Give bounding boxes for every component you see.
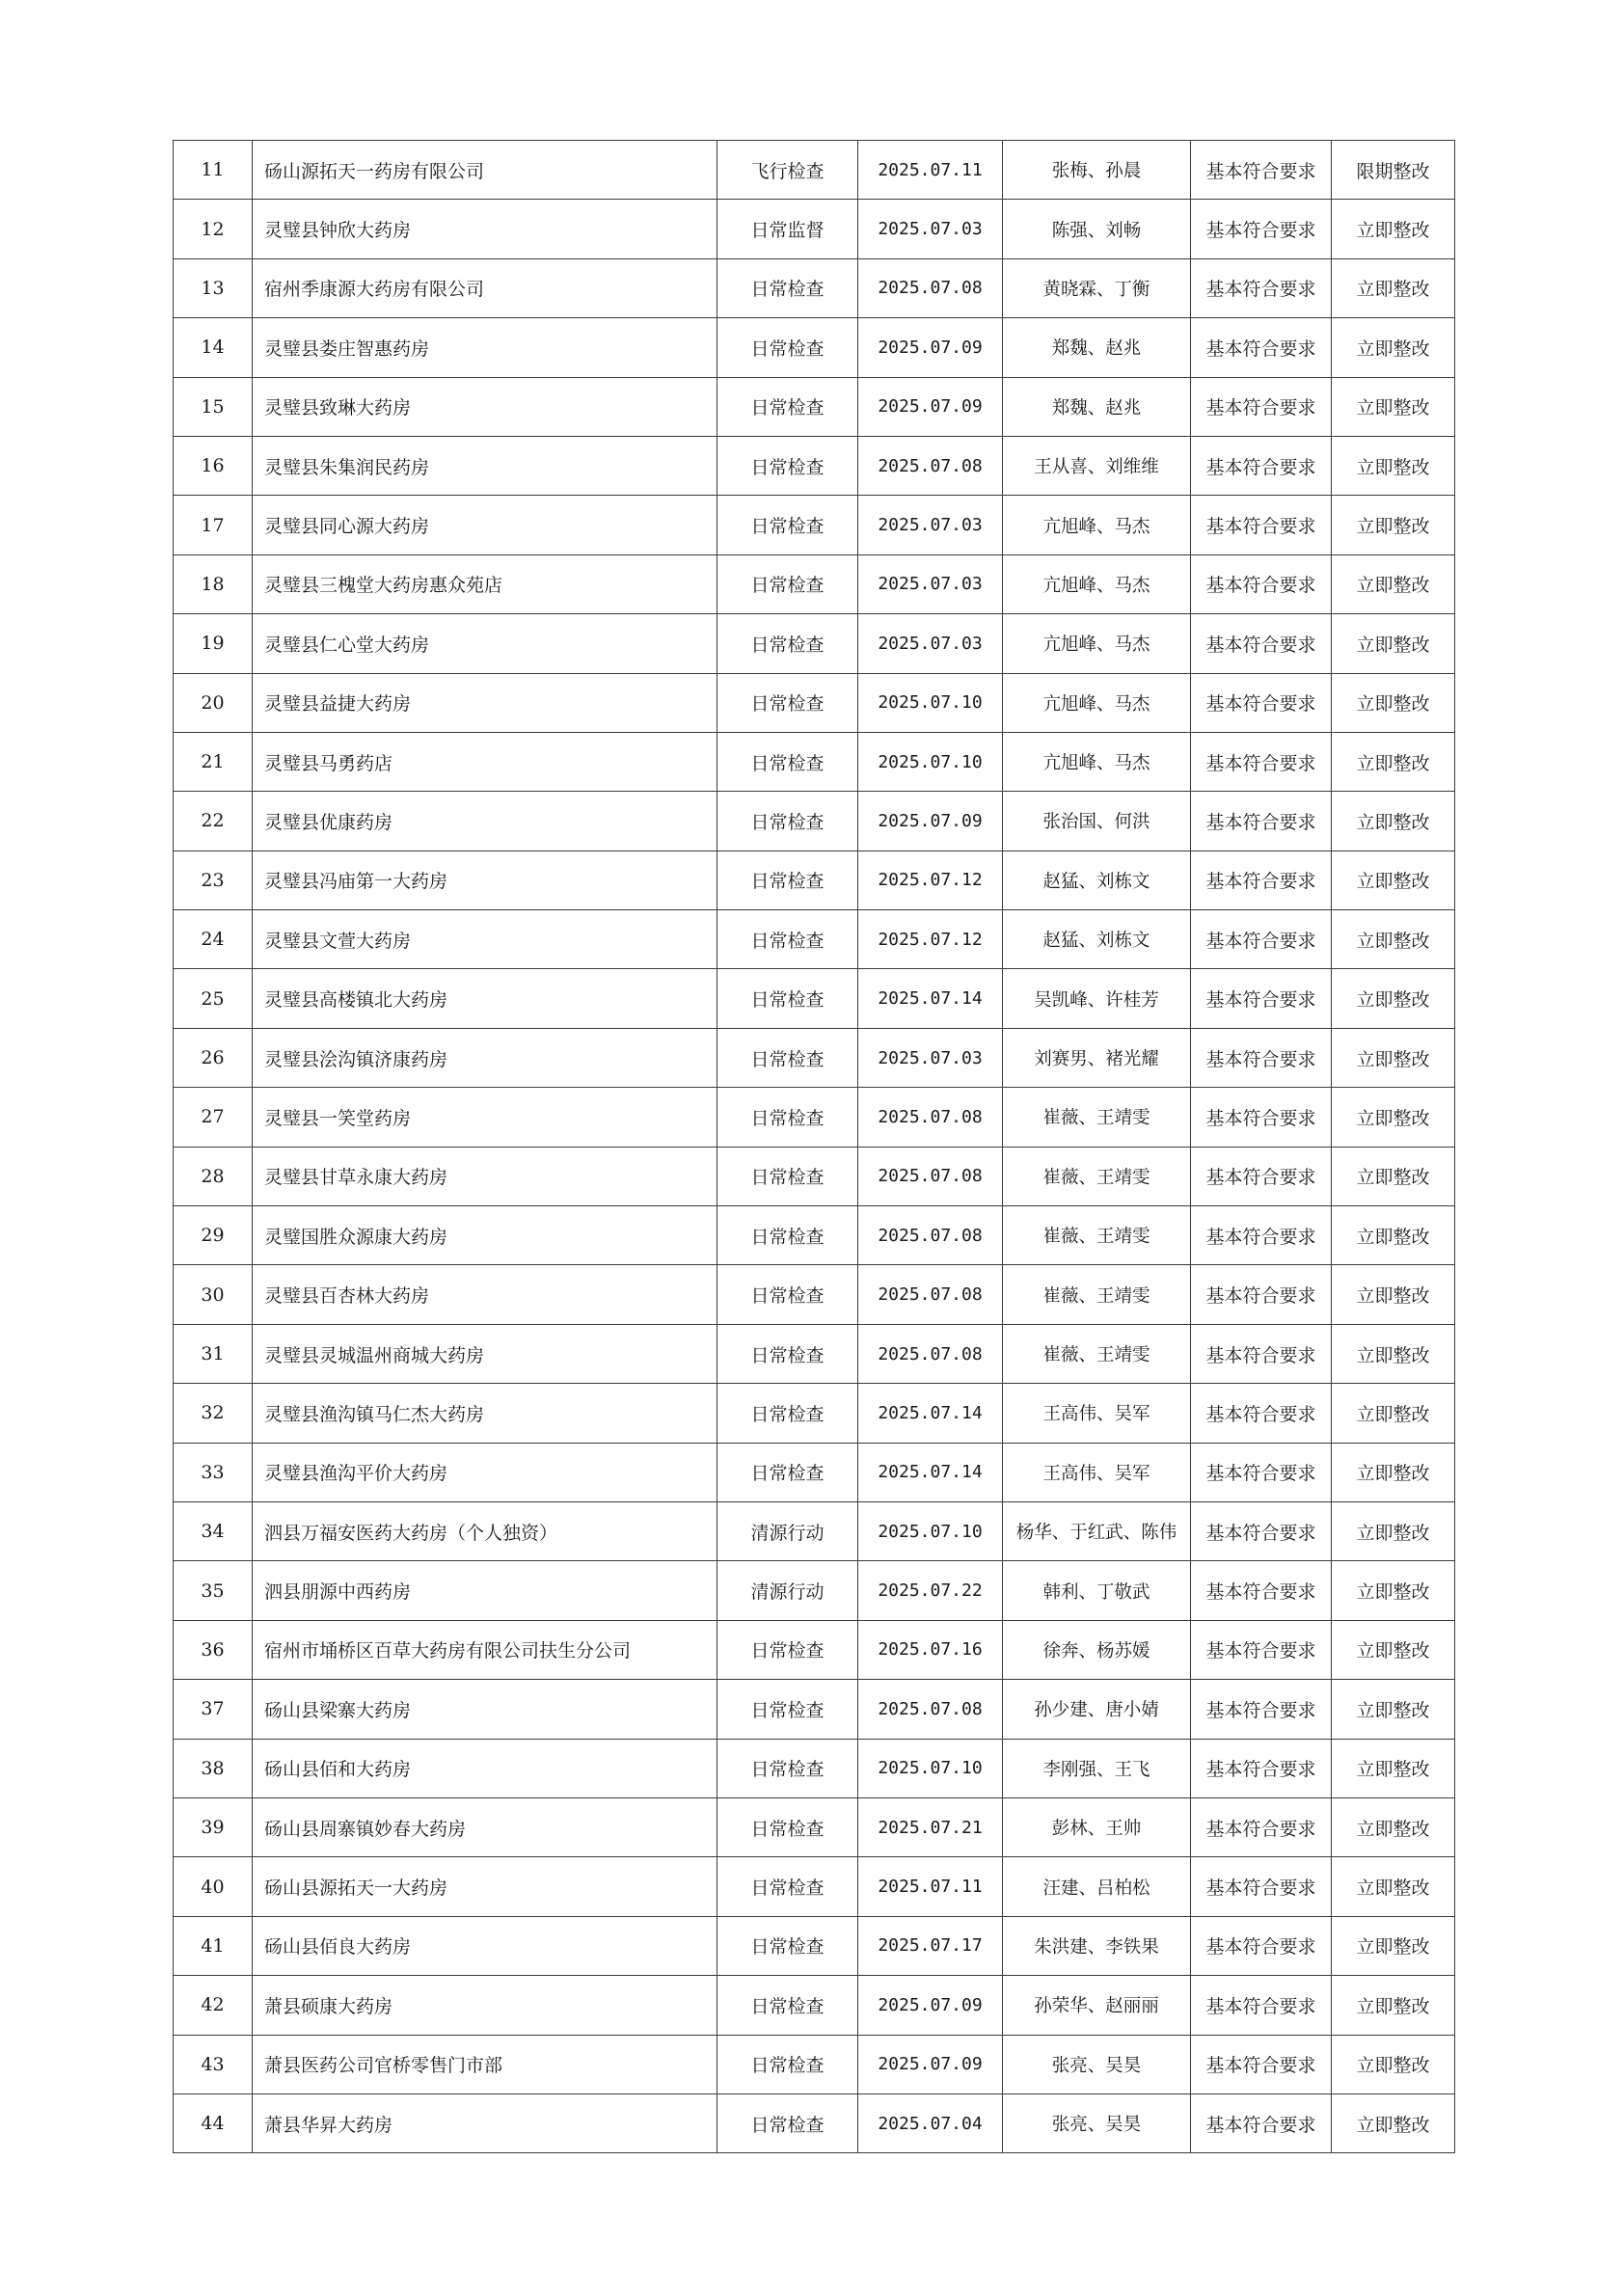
inspection-result-cell: 基本符合要求 bbox=[1191, 318, 1332, 377]
pharmacy-name-cell: 灵璧县灵城温州商城大药房 bbox=[253, 1324, 717, 1383]
inspection-date-cell: 2025.07.10 bbox=[858, 1739, 1003, 1797]
table-row bbox=[174, 258, 1455, 317]
inspection-date-cell: 2025.07.03 bbox=[858, 200, 1003, 258]
inspection-type-cell: 日常检查 bbox=[717, 554, 858, 613]
row-number-cell: 21 bbox=[174, 732, 253, 791]
rectification-action-cell: 立即整改 bbox=[1332, 792, 1455, 851]
inspection-date-cell: 2025.07.09 bbox=[858, 318, 1003, 377]
table-row bbox=[174, 1916, 1455, 1975]
inspection-result-cell: 基本符合要求 bbox=[1191, 1739, 1332, 1797]
row-number-cell: 19 bbox=[174, 614, 253, 673]
table-row bbox=[174, 1561, 1455, 1620]
inspectors-cell: 韩利、丁敬武 bbox=[1003, 1561, 1191, 1620]
inspection-date-cell: 2025.07.16 bbox=[858, 1620, 1003, 1679]
pharmacy-name-cell: 灵璧县渔沟镇马仁杰大药房 bbox=[253, 1384, 717, 1443]
table-row bbox=[174, 1443, 1455, 1501]
row-number-cell: 16 bbox=[174, 436, 253, 495]
rectification-action-cell: 立即整改 bbox=[1332, 1561, 1455, 1620]
inspection-result-cell: 基本符合要求 bbox=[1191, 1443, 1332, 1501]
inspectors-cell: 黄晓霖、丁衡 bbox=[1003, 258, 1191, 317]
table-row bbox=[174, 436, 1455, 495]
pharmacy-name-cell: 泗县万福安医药大药房（个人独资） bbox=[253, 1501, 717, 1560]
inspection-date-cell: 2025.07.03 bbox=[858, 1028, 1003, 1087]
pharmacy-name-cell: 灵璧县浍沟镇济康药房 bbox=[253, 1028, 717, 1087]
row-number-cell: 12 bbox=[174, 200, 253, 258]
inspection-type-cell: 日常检查 bbox=[717, 673, 858, 732]
inspection-type-cell: 日常检查 bbox=[717, 258, 858, 317]
inspectors-cell: 徐奔、杨苏媛 bbox=[1003, 1620, 1191, 1679]
table-row bbox=[174, 200, 1455, 258]
inspection-type-cell: 日常检查 bbox=[717, 1620, 858, 1679]
pharmacy-name-cell: 灵璧县益捷大药房 bbox=[253, 673, 717, 732]
row-number-cell: 40 bbox=[174, 1857, 253, 1916]
table-row bbox=[174, 969, 1455, 1028]
pharmacy-name-cell: 灵璧县甘草永康大药房 bbox=[253, 1147, 717, 1205]
inspection-result-cell: 基本符合要求 bbox=[1191, 1265, 1332, 1324]
pharmacy-name-cell: 砀山源拓天一药房有限公司 bbox=[253, 141, 717, 200]
inspectors-cell: 张治国、何洪 bbox=[1003, 792, 1191, 851]
inspection-type-cell: 日常检查 bbox=[717, 732, 858, 791]
inspection-type-cell: 日常检查 bbox=[717, 1324, 858, 1383]
table-row bbox=[174, 1206, 1455, 1265]
rectification-action-cell: 立即整改 bbox=[1332, 1739, 1455, 1797]
pharmacy-name-cell: 泗县朋源中西药房 bbox=[253, 1561, 717, 1620]
inspection-date-cell: 2025.07.12 bbox=[858, 851, 1003, 909]
rectification-action-cell: 立即整改 bbox=[1332, 614, 1455, 673]
row-number-cell: 38 bbox=[174, 1739, 253, 1797]
table-row bbox=[174, 1797, 1455, 1856]
row-number-cell: 42 bbox=[174, 1976, 253, 2035]
inspection-result-cell: 基本符合要求 bbox=[1191, 969, 1332, 1028]
rectification-action-cell: 立即整改 bbox=[1332, 318, 1455, 377]
inspection-date-cell: 2025.07.14 bbox=[858, 969, 1003, 1028]
rectification-action-cell: 立即整改 bbox=[1332, 1680, 1455, 1739]
inspection-result-cell: 基本符合要求 bbox=[1191, 910, 1332, 969]
inspection-date-cell: 2025.07.08 bbox=[858, 258, 1003, 317]
rectification-action-cell: 立即整改 bbox=[1332, 200, 1455, 258]
inspection-result-cell: 基本符合要求 bbox=[1191, 436, 1332, 495]
rectification-action-cell: 立即整改 bbox=[1332, 1620, 1455, 1679]
rectification-action-cell: 立即整改 bbox=[1332, 732, 1455, 791]
inspection-date-cell: 2025.07.08 bbox=[858, 1206, 1003, 1265]
row-number-cell: 26 bbox=[174, 1028, 253, 1087]
inspectors-cell: 崔薇、王靖雯 bbox=[1003, 1324, 1191, 1383]
inspection-type-cell: 日常监督 bbox=[717, 200, 858, 258]
row-number-cell: 44 bbox=[174, 2093, 253, 2152]
row-number-cell: 31 bbox=[174, 1324, 253, 1383]
inspectors-cell: 郑魏、赵兆 bbox=[1003, 377, 1191, 436]
inspectors-cell: 孙少建、唐小婧 bbox=[1003, 1680, 1191, 1739]
row-number-cell: 28 bbox=[174, 1147, 253, 1205]
inspection-type-cell: 日常检查 bbox=[717, 436, 858, 495]
inspection-type-cell: 日常检查 bbox=[717, 1443, 858, 1501]
rectification-action-cell: 立即整改 bbox=[1332, 436, 1455, 495]
inspection-date-cell: 2025.07.21 bbox=[858, 1797, 1003, 1856]
inspection-result-cell: 基本符合要求 bbox=[1191, 258, 1332, 317]
table-row bbox=[174, 1324, 1455, 1383]
inspection-type-cell: 日常检查 bbox=[717, 1680, 858, 1739]
pharmacy-name-cell: 砀山县周寨镇妙春大药房 bbox=[253, 1797, 717, 1856]
inspection-type-cell: 日常检查 bbox=[717, 969, 858, 1028]
pharmacy-name-cell: 萧县华昇大药房 bbox=[253, 2093, 717, 2152]
pharmacy-name-cell: 灵璧县文萱大药房 bbox=[253, 910, 717, 969]
table-row bbox=[174, 377, 1455, 436]
table-row bbox=[174, 1147, 1455, 1205]
inspection-type-cell: 日常检查 bbox=[717, 1265, 858, 1324]
table-row bbox=[174, 1976, 1455, 2035]
inspection-result-cell: 基本符合要求 bbox=[1191, 1797, 1332, 1856]
inspectors-cell: 彭林、王帅 bbox=[1003, 1797, 1191, 1856]
rectification-action-cell: 立即整改 bbox=[1332, 2035, 1455, 2093]
inspection-result-cell: 基本符合要求 bbox=[1191, 554, 1332, 613]
inspection-result-cell: 基本符合要求 bbox=[1191, 141, 1332, 200]
rectification-action-cell: 立即整改 bbox=[1332, 2093, 1455, 2152]
inspection-result-cell: 基本符合要求 bbox=[1191, 1561, 1332, 1620]
table-row bbox=[174, 1501, 1455, 1560]
inspection-type-cell: 日常检查 bbox=[717, 2093, 858, 2152]
pharmacy-name-cell: 灵璧县渔沟平价大药房 bbox=[253, 1443, 717, 1501]
inspection-result-cell: 基本符合要求 bbox=[1191, 1088, 1332, 1147]
rectification-action-cell: 限期整改 bbox=[1332, 141, 1455, 200]
rectification-action-cell: 立即整改 bbox=[1332, 1147, 1455, 1205]
rectification-action-cell: 立即整改 bbox=[1332, 1206, 1455, 1265]
rectification-action-cell: 立即整改 bbox=[1332, 1501, 1455, 1560]
inspection-date-cell: 2025.07.03 bbox=[858, 496, 1003, 554]
rectification-action-cell: 立即整改 bbox=[1332, 673, 1455, 732]
inspectors-cell: 崔薇、王靖雯 bbox=[1003, 1088, 1191, 1147]
table-body bbox=[174, 141, 1455, 2153]
table-row bbox=[174, 554, 1455, 613]
inspection-type-cell: 清源行动 bbox=[717, 1501, 858, 1560]
rectification-action-cell: 立即整改 bbox=[1332, 377, 1455, 436]
inspectors-cell: 崔薇、王靖雯 bbox=[1003, 1206, 1191, 1265]
pharmacy-name-cell: 萧县硕康大药房 bbox=[253, 1976, 717, 2035]
row-number-cell: 35 bbox=[174, 1561, 253, 1620]
pharmacy-name-cell: 宿州市埇桥区百草大药房有限公司扶生分公司 bbox=[253, 1620, 717, 1679]
inspection-date-cell: 2025.07.08 bbox=[858, 1088, 1003, 1147]
row-number-cell: 11 bbox=[174, 141, 253, 200]
inspectors-cell: 朱洪建、李铁果 bbox=[1003, 1916, 1191, 1975]
rectification-action-cell: 立即整改 bbox=[1332, 258, 1455, 317]
inspection-date-cell: 2025.07.04 bbox=[858, 2093, 1003, 2152]
inspection-result-cell: 基本符合要求 bbox=[1191, 200, 1332, 258]
pharmacy-name-cell: 灵璧县朱集润民药房 bbox=[253, 436, 717, 495]
row-number-cell: 34 bbox=[174, 1501, 253, 1560]
row-number-cell: 25 bbox=[174, 969, 253, 1028]
inspection-type-cell: 日常检查 bbox=[717, 318, 858, 377]
rectification-action-cell: 立即整改 bbox=[1332, 1916, 1455, 1975]
table-row bbox=[174, 910, 1455, 969]
inspection-date-cell: 2025.07.17 bbox=[858, 1916, 1003, 1975]
inspection-type-cell: 日常检查 bbox=[717, 1384, 858, 1443]
inspection-date-cell: 2025.07.10 bbox=[858, 732, 1003, 791]
inspection-date-cell: 2025.07.08 bbox=[858, 1265, 1003, 1324]
table-row bbox=[174, 1680, 1455, 1739]
inspection-date-cell: 2025.07.22 bbox=[858, 1561, 1003, 1620]
table-row bbox=[174, 496, 1455, 554]
inspection-type-cell: 日常检查 bbox=[717, 910, 858, 969]
inspection-result-cell: 基本符合要求 bbox=[1191, 732, 1332, 791]
inspection-result-cell: 基本符合要求 bbox=[1191, 792, 1332, 851]
row-number-cell: 37 bbox=[174, 1680, 253, 1739]
inspection-type-cell: 清源行动 bbox=[717, 1561, 858, 1620]
inspection-result-cell: 基本符合要求 bbox=[1191, 1501, 1332, 1560]
inspection-result-cell: 基本符合要求 bbox=[1191, 1916, 1332, 1975]
row-number-cell: 43 bbox=[174, 2035, 253, 2093]
inspection-date-cell: 2025.07.03 bbox=[858, 554, 1003, 613]
row-number-cell: 36 bbox=[174, 1620, 253, 1679]
inspection-date-cell: 2025.07.10 bbox=[858, 1501, 1003, 1560]
pharmacy-name-cell: 宿州季康源大药房有限公司 bbox=[253, 258, 717, 317]
table-row bbox=[174, 614, 1455, 673]
row-number-cell: 14 bbox=[174, 318, 253, 377]
inspectors-cell: 张亮、吴昊 bbox=[1003, 2035, 1191, 2093]
inspection-type-cell: 日常检查 bbox=[717, 792, 858, 851]
table-row bbox=[174, 1620, 1455, 1679]
inspection-result-cell: 基本符合要求 bbox=[1191, 2035, 1332, 2093]
table-row bbox=[174, 673, 1455, 732]
pharmacy-name-cell: 砀山县梁寨大药房 bbox=[253, 1680, 717, 1739]
pharmacy-name-cell: 灵璧县百杏林大药房 bbox=[253, 1265, 717, 1324]
inspection-result-cell: 基本符合要求 bbox=[1191, 377, 1332, 436]
inspectors-cell: 亢旭峰、马杰 bbox=[1003, 554, 1191, 613]
pharmacy-name-cell: 灵璧国胜众源康大药房 bbox=[253, 1206, 717, 1265]
rectification-action-cell: 立即整改 bbox=[1332, 910, 1455, 969]
inspectors-cell: 张梅、孙晨 bbox=[1003, 141, 1191, 200]
rectification-action-cell: 立即整改 bbox=[1332, 969, 1455, 1028]
pharmacy-name-cell: 灵璧县冯庙第一大药房 bbox=[253, 851, 717, 909]
inspectors-cell: 王高伟、吴军 bbox=[1003, 1443, 1191, 1501]
row-number-cell: 29 bbox=[174, 1206, 253, 1265]
inspection-date-cell: 2025.07.14 bbox=[858, 1443, 1003, 1501]
inspection-result-cell: 基本符合要求 bbox=[1191, 1680, 1332, 1739]
pharmacy-name-cell: 灵璧县高楼镇北大药房 bbox=[253, 969, 717, 1028]
inspectors-cell: 赵猛、刘栋文 bbox=[1003, 851, 1191, 909]
inspection-date-cell: 2025.07.08 bbox=[858, 436, 1003, 495]
inspectors-cell: 赵猛、刘栋文 bbox=[1003, 910, 1191, 969]
pharmacy-name-cell: 灵璧县娄庄智惠药房 bbox=[253, 318, 717, 377]
table-row bbox=[174, 1265, 1455, 1324]
rectification-action-cell: 立即整改 bbox=[1332, 1384, 1455, 1443]
inspection-type-cell: 日常检查 bbox=[717, 1739, 858, 1797]
pharmacy-name-cell: 灵璧县马勇药店 bbox=[253, 732, 717, 791]
rectification-action-cell: 立即整改 bbox=[1332, 1265, 1455, 1324]
pharmacy-name-cell: 灵璧县仁心堂大药房 bbox=[253, 614, 717, 673]
inspection-type-cell: 日常检查 bbox=[717, 851, 858, 909]
inspection-result-cell: 基本符合要求 bbox=[1191, 1028, 1332, 1087]
inspection-type-cell: 日常检查 bbox=[717, 1206, 858, 1265]
inspection-result-cell: 基本符合要求 bbox=[1191, 1206, 1332, 1265]
pharmacy-name-cell: 灵璧县钟欣大药房 bbox=[253, 200, 717, 258]
table-row bbox=[174, 1088, 1455, 1147]
inspectors-cell: 张亮、吴昊 bbox=[1003, 2093, 1191, 2152]
inspection-result-cell: 基本符合要求 bbox=[1191, 673, 1332, 732]
table-row bbox=[174, 1028, 1455, 1087]
inspection-date-cell: 2025.07.09 bbox=[858, 377, 1003, 436]
row-number-cell: 41 bbox=[174, 1916, 253, 1975]
row-number-cell: 15 bbox=[174, 377, 253, 436]
inspectors-cell: 刘赛男、褚光耀 bbox=[1003, 1028, 1191, 1087]
row-number-cell: 39 bbox=[174, 1797, 253, 1856]
rectification-action-cell: 立即整改 bbox=[1332, 1028, 1455, 1087]
inspection-result-cell: 基本符合要求 bbox=[1191, 1620, 1332, 1679]
inspection-result-cell: 基本符合要求 bbox=[1191, 851, 1332, 909]
inspectors-cell: 孙荣华、赵丽丽 bbox=[1003, 1976, 1191, 2035]
rectification-action-cell: 立即整改 bbox=[1332, 1857, 1455, 1916]
inspection-type-cell: 日常检查 bbox=[717, 496, 858, 554]
rectification-action-cell: 立即整改 bbox=[1332, 1324, 1455, 1383]
table-row bbox=[174, 732, 1455, 791]
pharmacy-name-cell: 灵璧县优康药房 bbox=[253, 792, 717, 851]
inspectors-cell: 汪建、吕柏松 bbox=[1003, 1857, 1191, 1916]
rectification-action-cell: 立即整改 bbox=[1332, 1088, 1455, 1147]
row-number-cell: 13 bbox=[174, 258, 253, 317]
inspectors-cell: 李刚强、王飞 bbox=[1003, 1739, 1191, 1797]
inspection-type-cell: 日常检查 bbox=[717, 1088, 858, 1147]
table-row bbox=[174, 2035, 1455, 2093]
row-number-cell: 30 bbox=[174, 1265, 253, 1324]
table-row bbox=[174, 851, 1455, 909]
inspection-date-cell: 2025.07.11 bbox=[858, 1857, 1003, 1916]
inspectors-cell: 王从喜、刘维维 bbox=[1003, 436, 1191, 495]
inspectors-cell: 亢旭峰、马杰 bbox=[1003, 732, 1191, 791]
inspectors-cell: 吴凯峰、许桂芳 bbox=[1003, 969, 1191, 1028]
inspection-result-cell: 基本符合要求 bbox=[1191, 1976, 1332, 2035]
inspection-type-cell: 飞行检查 bbox=[717, 141, 858, 200]
inspection-result-cell: 基本符合要求 bbox=[1191, 496, 1332, 554]
inspection-type-cell: 日常检查 bbox=[717, 1916, 858, 1975]
inspection-date-cell: 2025.07.14 bbox=[858, 1384, 1003, 1443]
inspection-date-cell: 2025.07.09 bbox=[858, 1976, 1003, 2035]
row-number-cell: 18 bbox=[174, 554, 253, 613]
inspection-result-cell: 基本符合要求 bbox=[1191, 1857, 1332, 1916]
inspection-type-cell: 日常检查 bbox=[717, 1797, 858, 1856]
inspection-date-cell: 2025.07.12 bbox=[858, 910, 1003, 969]
inspection-result-cell: 基本符合要求 bbox=[1191, 2093, 1332, 2152]
inspection-type-cell: 日常检查 bbox=[717, 1976, 858, 2035]
inspectors-cell: 亢旭峰、马杰 bbox=[1003, 614, 1191, 673]
pharmacy-name-cell: 灵璧县致琳大药房 bbox=[253, 377, 717, 436]
inspection-result-cell: 基本符合要求 bbox=[1191, 1324, 1332, 1383]
inspectors-cell: 王高伟、吴军 bbox=[1003, 1384, 1191, 1443]
inspection-date-cell: 2025.07.11 bbox=[858, 141, 1003, 200]
table-row bbox=[174, 1857, 1455, 1916]
rectification-action-cell: 立即整改 bbox=[1332, 496, 1455, 554]
row-number-cell: 24 bbox=[174, 910, 253, 969]
row-number-cell: 33 bbox=[174, 1443, 253, 1501]
inspection-type-cell: 日常检查 bbox=[717, 1147, 858, 1205]
inspectors-cell: 郑魏、赵兆 bbox=[1003, 318, 1191, 377]
inspection-date-cell: 2025.07.09 bbox=[858, 792, 1003, 851]
row-number-cell: 17 bbox=[174, 496, 253, 554]
rectification-action-cell: 立即整改 bbox=[1332, 554, 1455, 613]
inspection-date-cell: 2025.07.08 bbox=[858, 1680, 1003, 1739]
inspection-type-cell: 日常检查 bbox=[717, 1857, 858, 1916]
row-number-cell: 22 bbox=[174, 792, 253, 851]
table-row bbox=[174, 2093, 1455, 2152]
pharmacy-name-cell: 灵璧县一笑堂药房 bbox=[253, 1088, 717, 1147]
pharmacy-name-cell: 灵璧县三槐堂大药房惠众苑店 bbox=[253, 554, 717, 613]
inspection-date-cell: 2025.07.10 bbox=[858, 673, 1003, 732]
inspection-result-cell: 基本符合要求 bbox=[1191, 1384, 1332, 1443]
rectification-action-cell: 立即整改 bbox=[1332, 1443, 1455, 1501]
row-number-cell: 32 bbox=[174, 1384, 253, 1443]
row-number-cell: 27 bbox=[174, 1088, 253, 1147]
pharmacy-name-cell: 灵璧县同心源大药房 bbox=[253, 496, 717, 554]
rectification-action-cell: 立即整改 bbox=[1332, 851, 1455, 909]
inspection-result-cell: 基本符合要求 bbox=[1191, 614, 1332, 673]
inspection-type-cell: 日常检查 bbox=[717, 377, 858, 436]
rectification-action-cell: 立即整改 bbox=[1332, 1797, 1455, 1856]
inspection-date-cell: 2025.07.09 bbox=[858, 2035, 1003, 2093]
inspectors-cell: 陈强、刘畅 bbox=[1003, 200, 1191, 258]
row-number-cell: 20 bbox=[174, 673, 253, 732]
inspection-type-cell: 日常检查 bbox=[717, 614, 858, 673]
inspection-date-cell: 2025.07.03 bbox=[858, 614, 1003, 673]
pharmacy-name-cell: 萧县医药公司官桥零售门市部 bbox=[253, 2035, 717, 2093]
inspection-date-cell: 2025.07.08 bbox=[858, 1324, 1003, 1383]
inspectors-cell: 崔薇、王靖雯 bbox=[1003, 1265, 1191, 1324]
row-number-cell: 23 bbox=[174, 851, 253, 909]
inspection-type-cell: 日常检查 bbox=[717, 2035, 858, 2093]
inspection-table bbox=[173, 140, 1455, 2153]
pharmacy-name-cell: 砀山县源拓天一大药房 bbox=[253, 1857, 717, 1916]
table-row bbox=[174, 141, 1455, 200]
inspectors-cell: 杨华、于红武、陈伟 bbox=[1003, 1501, 1191, 1560]
rectification-action-cell: 立即整改 bbox=[1332, 1976, 1455, 2035]
table-row bbox=[174, 318, 1455, 377]
table-row bbox=[174, 1384, 1455, 1443]
inspectors-cell: 亢旭峰、马杰 bbox=[1003, 673, 1191, 732]
inspectors-cell: 亢旭峰、马杰 bbox=[1003, 496, 1191, 554]
inspection-date-cell: 2025.07.08 bbox=[858, 1147, 1003, 1205]
table-row bbox=[174, 1739, 1455, 1797]
inspection-result-cell: 基本符合要求 bbox=[1191, 1147, 1332, 1205]
pharmacy-name-cell: 砀山县佰良大药房 bbox=[253, 1916, 717, 1975]
table-row bbox=[174, 792, 1455, 851]
inspection-type-cell: 日常检查 bbox=[717, 1028, 858, 1087]
inspectors-cell: 崔薇、王靖雯 bbox=[1003, 1147, 1191, 1205]
pharmacy-name-cell: 砀山县佰和大药房 bbox=[253, 1739, 717, 1797]
